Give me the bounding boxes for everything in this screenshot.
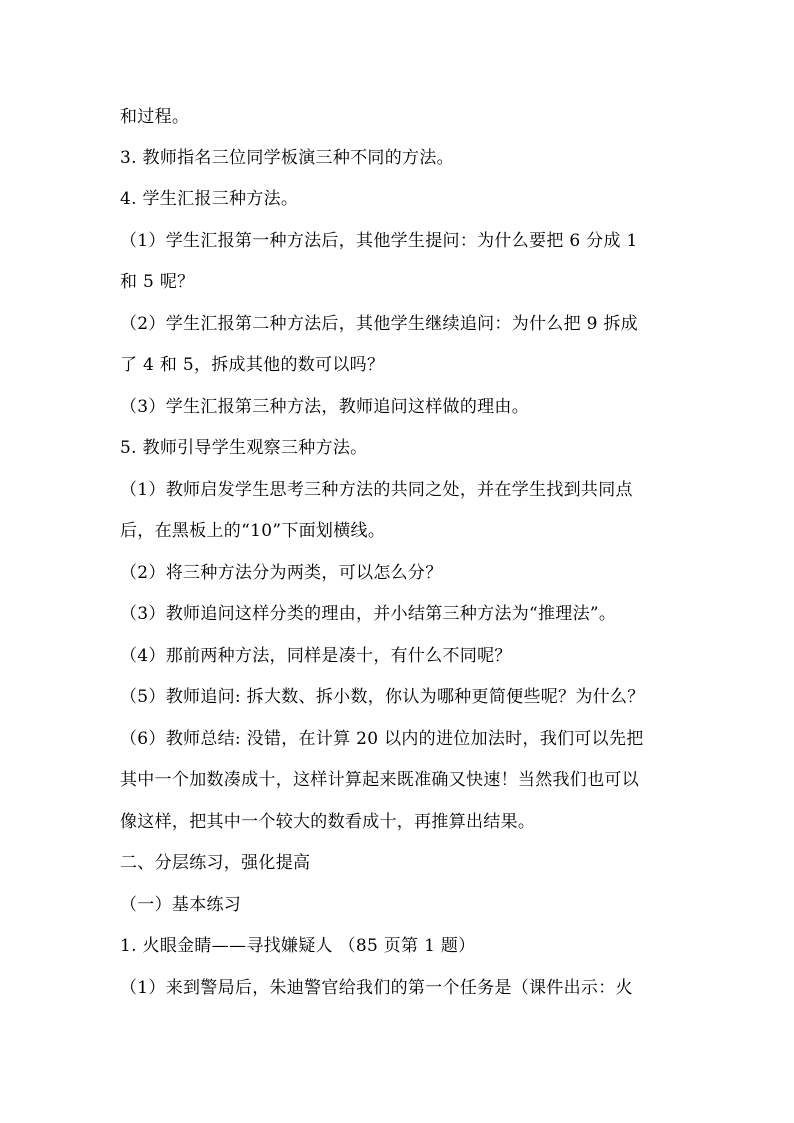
text-line-10: （1）教师启发学生思考三种方法的共同之处，并在学生找到共同点: [120, 480, 633, 500]
text-line-4: （1）学生汇报第一种方法后，其他学生提问：为什么要把 6 分成 1: [120, 231, 638, 251]
text-line-13: （3）教师追问这样分类的理由，并小结第三种方法为“推理法”。: [120, 604, 617, 624]
text-line-18: 像这样，把其中一个较大的数看成十，再推算出结果。: [120, 812, 536, 832]
text-line-22: （1）来到警局后，朱迪警官给我们的第一个任务是（课件出示：火: [120, 978, 633, 998]
text-line-12: （2）将三种方法分为两类，可以怎么分？: [120, 563, 443, 583]
text-line-15: （5）教师追问: 拆大数、拆小数，你认为哪种更简便些呢？为什么？: [120, 687, 645, 707]
text-line-17: 其中一个加数凑成十，这样计算起来既准确又快速！当然我们也可以: [120, 770, 639, 790]
text-line-3: 4. 学生汇报三种方法。: [120, 189, 299, 209]
text-line-21: 1. 火眼金睛——寻找嫌疑人 （85 页第 1 题）: [120, 936, 476, 956]
text-line-19: 二、分层练习，强化提高: [120, 853, 311, 873]
text-line-20: （一）基本练习: [120, 895, 242, 915]
text-line-2: 3. 教师指名三位同学板演三种不同的方法。: [120, 148, 454, 168]
text-line-11: 后，在黑板上的“10”下面划横线。: [120, 521, 386, 541]
text-line-6: （2）学生汇报第二种方法后，其他学生继续追问：为什么把 9 拆成: [120, 314, 639, 334]
text-line-9: 5. 教师引导学生观察三种方法。: [120, 438, 368, 458]
text-line-5: 和 5 呢？: [120, 272, 195, 292]
text-line-1: 和过程。: [120, 107, 190, 127]
text-line-16: （6）教师总结: 没错，在计算 20 以内的进位加法时，我们可以先把: [120, 729, 644, 749]
text-line-8: （3）学生汇报第三种方法，教师追问这样做的理由。: [120, 397, 530, 417]
text-line-14: （4）那前两种方法，同样是凑十，有什么不同呢？: [120, 646, 512, 666]
text-line-7: 了 4 和 5，拆成其他的数可以吗？: [120, 355, 385, 375]
